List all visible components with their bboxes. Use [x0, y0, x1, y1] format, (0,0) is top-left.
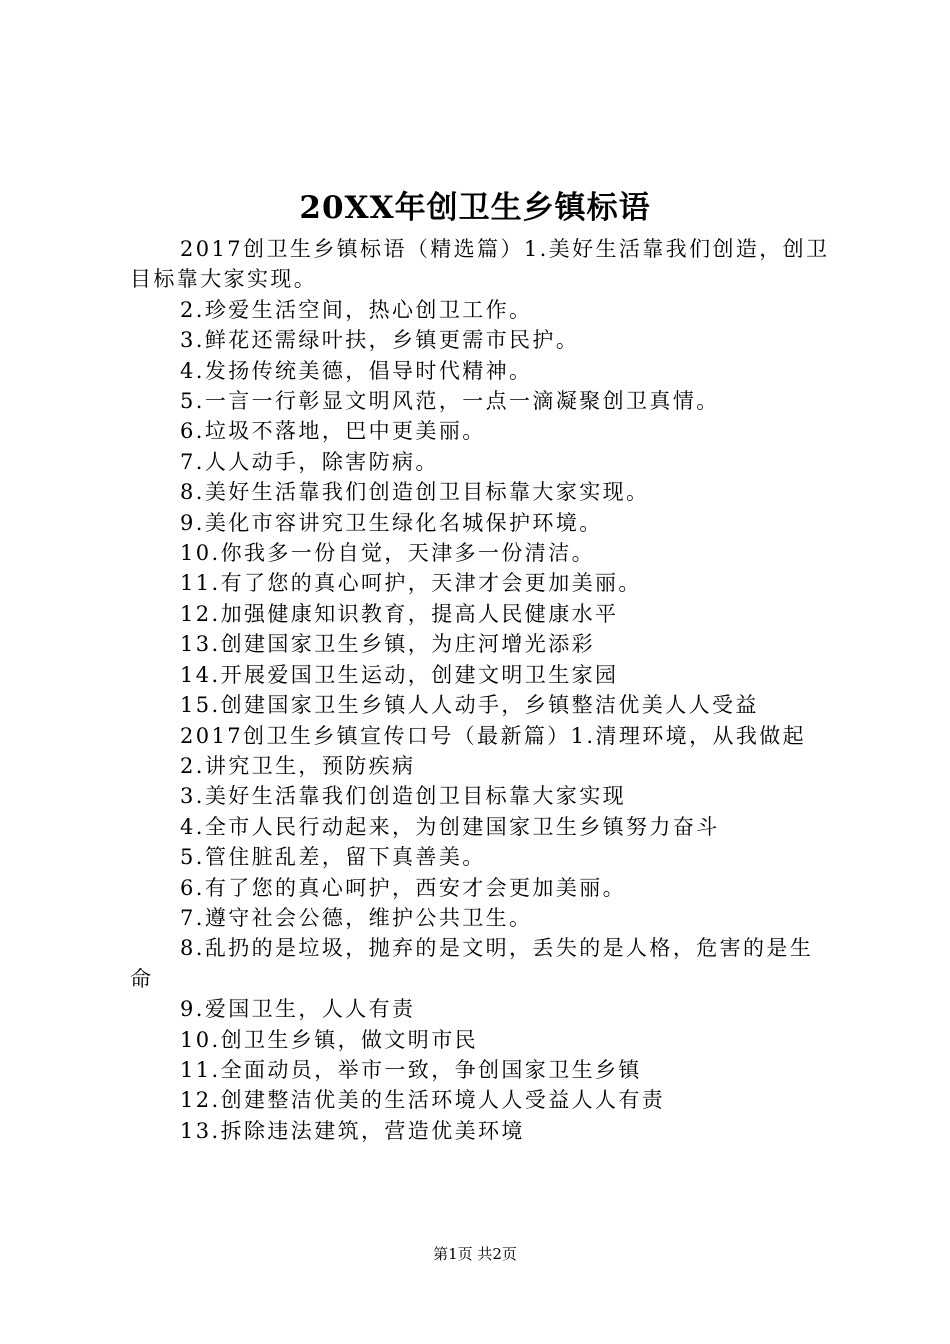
paragraph: 12.加强健康知识教育，提高人民健康水平 — [180, 601, 619, 626]
paragraph: 3.美好生活靠我们创造创卫目标靠大家实现 — [180, 784, 627, 809]
paragraph: 9.美化市容讲究卫生绿化名城保护环境。 — [180, 510, 603, 535]
paragraph: 7.人人动手，除害防病。 — [180, 449, 439, 474]
paragraph: 4.发扬传统美德，倡导时代精神。 — [180, 358, 533, 383]
paragraph: 6.有了您的真心呵护，西安才会更加美丽。 — [180, 875, 627, 900]
paragraph: 14.开展爱国卫生运动，创建文明卫生家园 — [180, 662, 619, 687]
paragraph: 7.遵守社会公德，维护公共卫生。 — [180, 905, 533, 930]
paragraph: 8.美好生活靠我们创造创卫目标靠大家实现。 — [180, 480, 650, 505]
page-footer: 第1页 共2页 — [433, 1245, 517, 1263]
paragraph: 2017创卫生乡镇标语（精选篇）1.美好生活靠我们创造，创卫目标靠大家实现。 — [130, 237, 830, 292]
paragraph: 8.乱扔的是垃圾，抛弃的是文明，丢失的是人格，危害的是生命 — [130, 936, 814, 991]
paragraph: 2017创卫生乡镇宣传口号（最新篇）1.清理环境，从我做起 — [180, 723, 807, 748]
paragraph: 11.全面动员，举市一致，争创国家卫生乡镇 — [180, 1057, 642, 1082]
paragraph: 6.垃圾不落地，巴中更美丽。 — [180, 419, 486, 444]
paragraph: 10.你我多一份自觉，天津多一份清洁。 — [180, 541, 595, 566]
paragraph: 13.拆除违法建筑，营造优美环境 — [180, 1118, 525, 1143]
paragraph: 2.讲究卫生，预防疾病 — [180, 753, 416, 778]
paragraph: 5.一言一行彰显文明风范，一点一滴凝聚创卫真情。 — [180, 389, 720, 414]
paragraph: 5.管住脏乱差，留下真善美。 — [180, 845, 486, 870]
paragraph: 4.全市人民行动起来，为创建国家卫生乡镇努力奋斗 — [180, 814, 720, 839]
paragraph: 2.珍爱生活空间，热心创卫工作。 — [180, 297, 533, 322]
paragraph: 3.鲜花还需绿叶扶，乡镇更需市民护。 — [180, 328, 580, 353]
paragraph: 12.创建整洁优美的生活环境人人受益人人有责 — [180, 1088, 666, 1113]
document-title: 20XX年创卫生乡镇标语 — [299, 190, 651, 226]
paragraph: 13.创建国家卫生乡镇，为庄河增光添彩 — [180, 632, 595, 657]
document-body — [130, 234, 830, 1146]
paragraph: 11.有了您的真心呵护，天津才会更加美丽。 — [180, 571, 642, 596]
paragraph: 15.创建国家卫生乡镇人人动手，乡镇整洁优美人人受益 — [180, 693, 759, 718]
paragraph: 9.爱国卫生，人人有责 — [180, 997, 416, 1022]
paragraph: 10.创卫生乡镇，做文明市民 — [180, 1027, 478, 1052]
